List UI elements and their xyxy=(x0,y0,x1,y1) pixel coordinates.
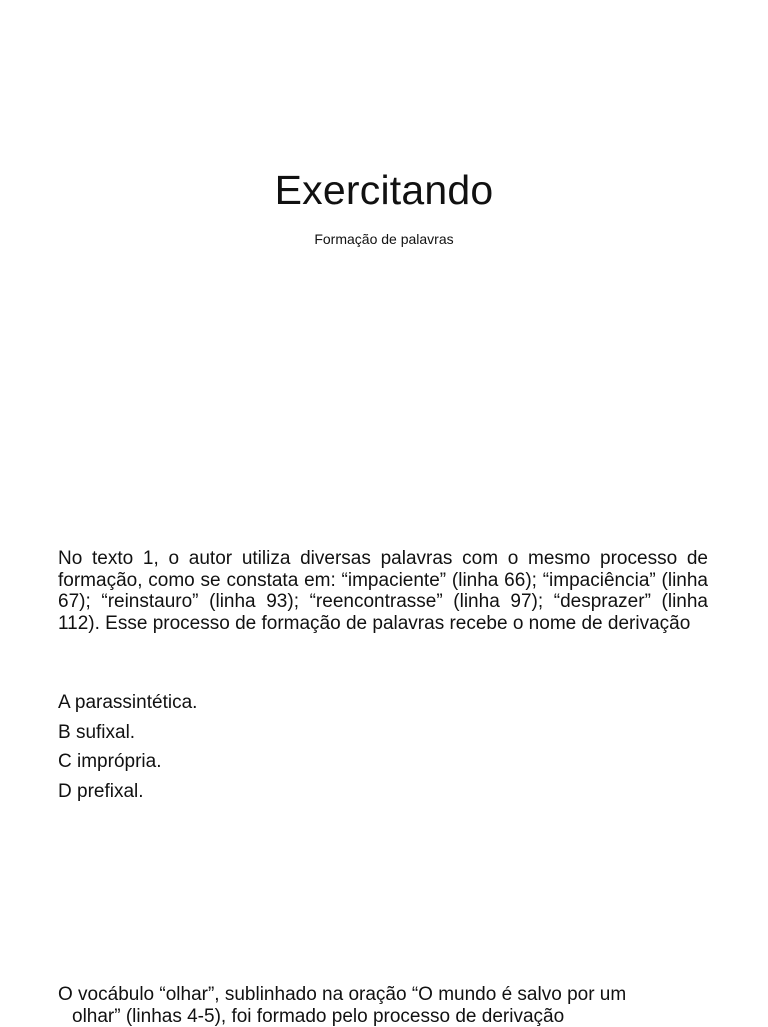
question-text: No texto 1, o autor utiliza diversas palavras com o mesmo processo de formação, como se constata em: “impaciente” (linha 66); “impaciência” (linha 67); “reinstauro” (linha 93); “reencontrasse” (linha 97); “desprazer” (linha 112). Esse processo de formação de palavras recebe o nome de derivação xyxy=(58,548,708,634)
next-question-line-2: olhar” (linhas 4-5), foi formado pelo processo de derivação xyxy=(58,1006,708,1027)
slide-subtitle: Formação de palavras xyxy=(0,231,768,248)
answer-options xyxy=(58,692,197,810)
next-question-text xyxy=(58,984,708,1027)
option-d: D prefixal. xyxy=(58,781,197,803)
option-b: B sufixal. xyxy=(58,722,197,744)
question-slide xyxy=(0,512,768,1024)
next-question-line-1: O vocábulo “olhar”, sublinhado na oração “O mundo é salvo por um xyxy=(58,984,708,1006)
slide-title: Exercitando xyxy=(0,166,768,215)
title-slide xyxy=(0,0,768,512)
option-c: C imprópria. xyxy=(58,751,197,773)
option-a: A parassintética. xyxy=(58,692,197,714)
